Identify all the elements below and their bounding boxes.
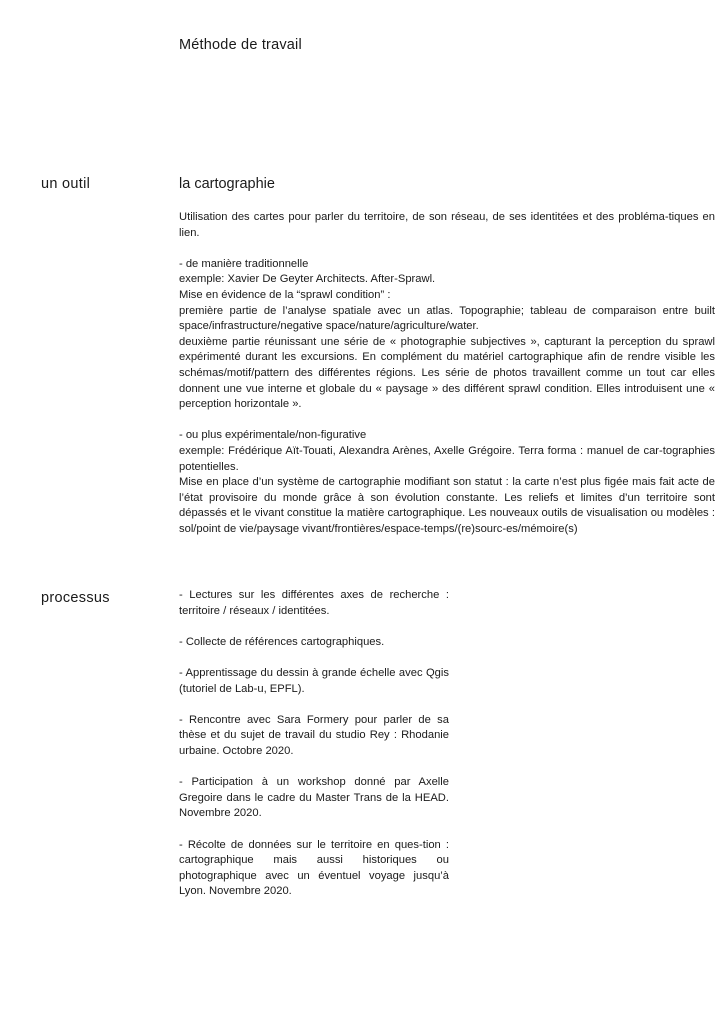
page-title: Méthode de travail xyxy=(179,37,302,53)
list-item: - Récolte de données sur le territoire en ques-tion : cartographique mais aussi historiques ou photographique avec un éventuel voyage jusqu’à Lyon. Novembre 2020. xyxy=(179,838,449,898)
section-label-tool: un outil xyxy=(41,176,91,192)
section-title-cartography: la cartographie xyxy=(179,176,275,192)
list-item: - Participation à un workshop donné par Axelle Gregoire dans le cadre du Master Trans de la HEAD. Novembre 2020. xyxy=(179,776,449,820)
paragraph-experimental-heading: - ou plus expérimentale/non-figurative xyxy=(179,429,367,442)
list-item: - Collecte de références cartographiques. xyxy=(179,635,385,648)
list-item: - Apprentissage du dessin à grande échelle avec Qgis (tutoriel de Lab-u, EPFL). xyxy=(179,666,449,695)
paragraph-cartography-system: Mise en place d’un système de cartographie modifiant son statut : la carte n’est plus figée mais fait acte de l’état provisoire du monde grâce à son évolution constante. Les reliefs et limites d’un territoire sont dépassés et le vivant constitue la matière cartographique. Les nouveaux outils de visualisation ou modèles : sol/point de vie/paysage vivant/frontières/espace-temps/(re)sourc-es/mémoire(s) xyxy=(179,476,715,535)
cartography-text xyxy=(179,210,715,537)
paragraph-example-degeyter: exemple: Xavier De Geyter Architects. After-Sprawl. xyxy=(179,273,436,286)
paragraph-example-terraforma: exemple: Frédérique Aït-Touati, Alexandra Arènes, Axelle Grégoire. Terra forma : manuel de car-tographies potentielles. xyxy=(179,444,715,473)
paragraph-second-part: deuxième partie réunissant une série de « photographie subjectives », capturant la perception du sprawl expérimenté durant les excursions. En complément du matériel cartographique afin de rendre visible les schémas/motif/pattern des différentes régions. Les série de photos travaillent comme un tout car elles donnent une vue interne et globale du « paysage » des différent sprawl condition. Elles introduisent une « perception horizontale ». xyxy=(179,335,715,411)
list-item: - Lectures sur les différentes axes de recherche : territoire / réseaux / identitées. xyxy=(179,589,449,617)
section-label-process: processus xyxy=(41,590,110,606)
paragraph-intro: Utilisation des cartes pour parler du territoire, de son réseau, de ses identitées et des probléma-tiques en lien. xyxy=(179,211,715,239)
paragraph-sprawl-condition: Mise en évidence de la “sprawl condition” : xyxy=(179,288,391,301)
list-item: - Rencontre avec Sara Formery pour parler de sa thèse et du sujet de travail du studio Rey : Rhodanie urbaine. Octobre 2020. xyxy=(179,713,449,757)
paragraph-traditional-heading: - de manière traditionnelle xyxy=(179,257,309,270)
paragraph-first-part: première partie de l’analyse spatiale avec un atlas. Topographie; tableau de comparaison entre built space/infrastructure/negative space/nature/agriculture/water. xyxy=(179,304,715,333)
process-list xyxy=(179,588,449,900)
